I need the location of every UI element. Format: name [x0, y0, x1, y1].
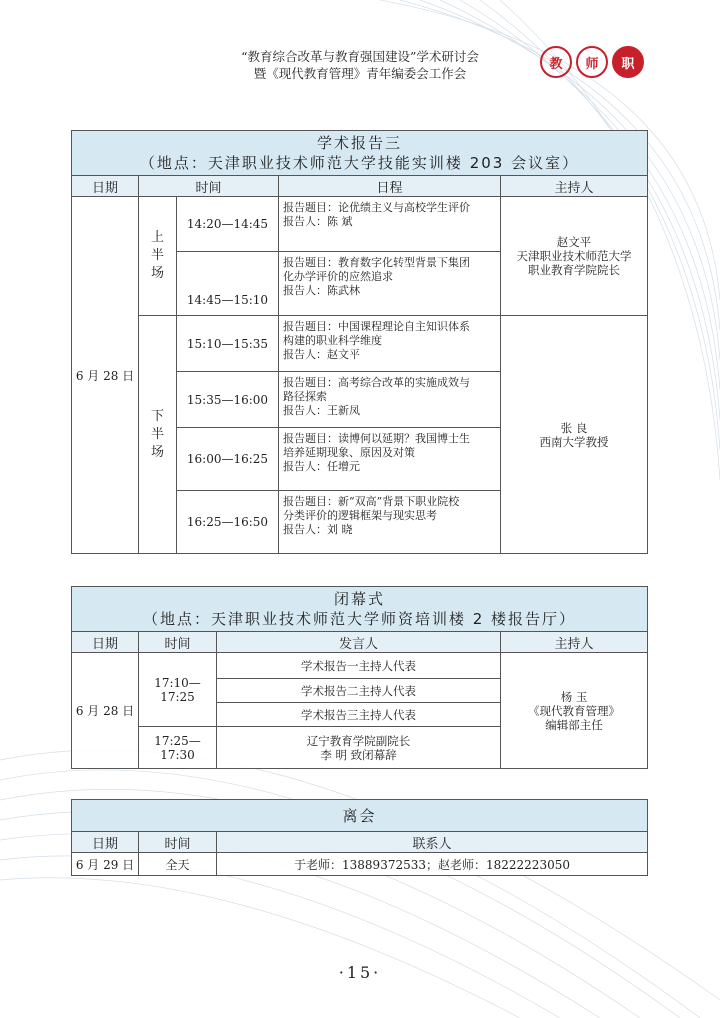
session-detail: 报告题目：论优绩主义与高校学生评价 报告人：陈 斌 [279, 197, 501, 252]
col-date: 日期 [72, 176, 139, 197]
col-date: 日期 [72, 832, 139, 853]
report3-title: 学术报告三 [317, 134, 403, 152]
session-detail: 报告题目：中国课程理论自主知识体系 构建的职业科学维度 报告人：赵文平 [279, 316, 501, 372]
col-contact: 联系人 [217, 832, 648, 853]
col-time: 时间 [139, 832, 217, 853]
session-time: 16:00—16:25 [177, 428, 279, 491]
speaker: 学术报告三主持人代表 [217, 703, 501, 727]
closing-section [71, 586, 647, 769]
departure-date: 6 月 29 日 [72, 853, 139, 876]
session-detail: 报告题目：读博何以延期？我国博士生 培养延期现象、原因及对策 报告人：任增元 [279, 428, 501, 491]
closing-time-1: 17:10—17:25 [139, 653, 217, 727]
speaker: 学术报告一主持人代表 [217, 653, 501, 679]
session-time: 15:35—16:00 [177, 372, 279, 428]
report3-table [71, 130, 648, 554]
closing-title-cell [72, 587, 648, 632]
closing-date: 6 月 28 日 [72, 653, 139, 769]
closing-host: 杨 玉 《现代教育管理》 编辑部主任 [501, 653, 648, 769]
logo-1-icon: 教 [540, 46, 572, 78]
session-time: 16:25—16:50 [177, 491, 279, 554]
second-half-label: 下 半 场 [139, 316, 177, 554]
host-first-half: 赵文平 天津职业技术师范大学 职业教育学院院长 [501, 197, 648, 316]
header-line-1: “教育综合改革与教育强国建设”学术研讨会 [241, 49, 479, 64]
col-host: 主持人 [501, 632, 648, 653]
page-number: ·15· [338, 963, 382, 982]
col-date: 日期 [72, 632, 139, 653]
session-time: 14:20—14:45 [177, 197, 279, 252]
speaker: 学术报告二主持人代表 [217, 679, 501, 703]
session-time: 15:10—15:35 [177, 316, 279, 372]
session-detail: 报告题目：教育数字化转型背景下集团 化办学评价的应然追求 报告人：陈武林 [279, 252, 501, 316]
report3-section [71, 130, 647, 554]
logo-2-icon: 师 [576, 46, 608, 78]
report3-location: （地点：天津职业技术师范大学技能实训楼 203 会议室） [139, 154, 580, 172]
closing-time-2: 17:25—17:30 [139, 727, 217, 769]
departure-section [71, 799, 647, 876]
page-header [200, 48, 520, 82]
final-speaker: 辽宁教育学院副院长 李 明 致闭幕辞 [217, 727, 501, 769]
departure-contact: 于老师：13889372533；赵老师：18222223050 [217, 853, 648, 876]
col-schedule: 日程 [279, 176, 501, 197]
logo-group [540, 46, 644, 78]
departure-table [71, 799, 648, 876]
session-detail: 报告题目：高考综合改革的实施成效与 路径探索 报告人：王新凤 [279, 372, 501, 428]
host-second-half: 张 良 西南大学教授 [501, 316, 648, 554]
col-time: 时间 [139, 632, 217, 653]
col-host: 主持人 [501, 176, 648, 197]
header-line-2: 暨《现代教育管理》青年编委会工作会 [253, 66, 467, 81]
col-time: 时间 [139, 176, 279, 197]
departure-time: 全天 [139, 853, 217, 876]
first-half-label: 上 半 场 [139, 197, 177, 316]
closing-table [71, 586, 648, 769]
closing-location: （地点：天津职业技术师范大学师资培训楼 2 楼报告厅） [142, 610, 577, 628]
col-speaker: 发言人 [217, 632, 501, 653]
report3-title-cell [72, 131, 648, 176]
session-time: 14:45—15:10 [177, 252, 279, 316]
departure-title: 离会 [72, 800, 648, 832]
session-detail: 报告题目：新“双高”背景下职业院校 分类评价的逻辑框架与现实思考 报告人：刘 晓 [279, 491, 501, 554]
logo-3-icon: 职 [612, 46, 644, 78]
closing-title: 闭幕式 [334, 590, 386, 608]
report3-date: 6 月 28 日 [72, 197, 139, 554]
